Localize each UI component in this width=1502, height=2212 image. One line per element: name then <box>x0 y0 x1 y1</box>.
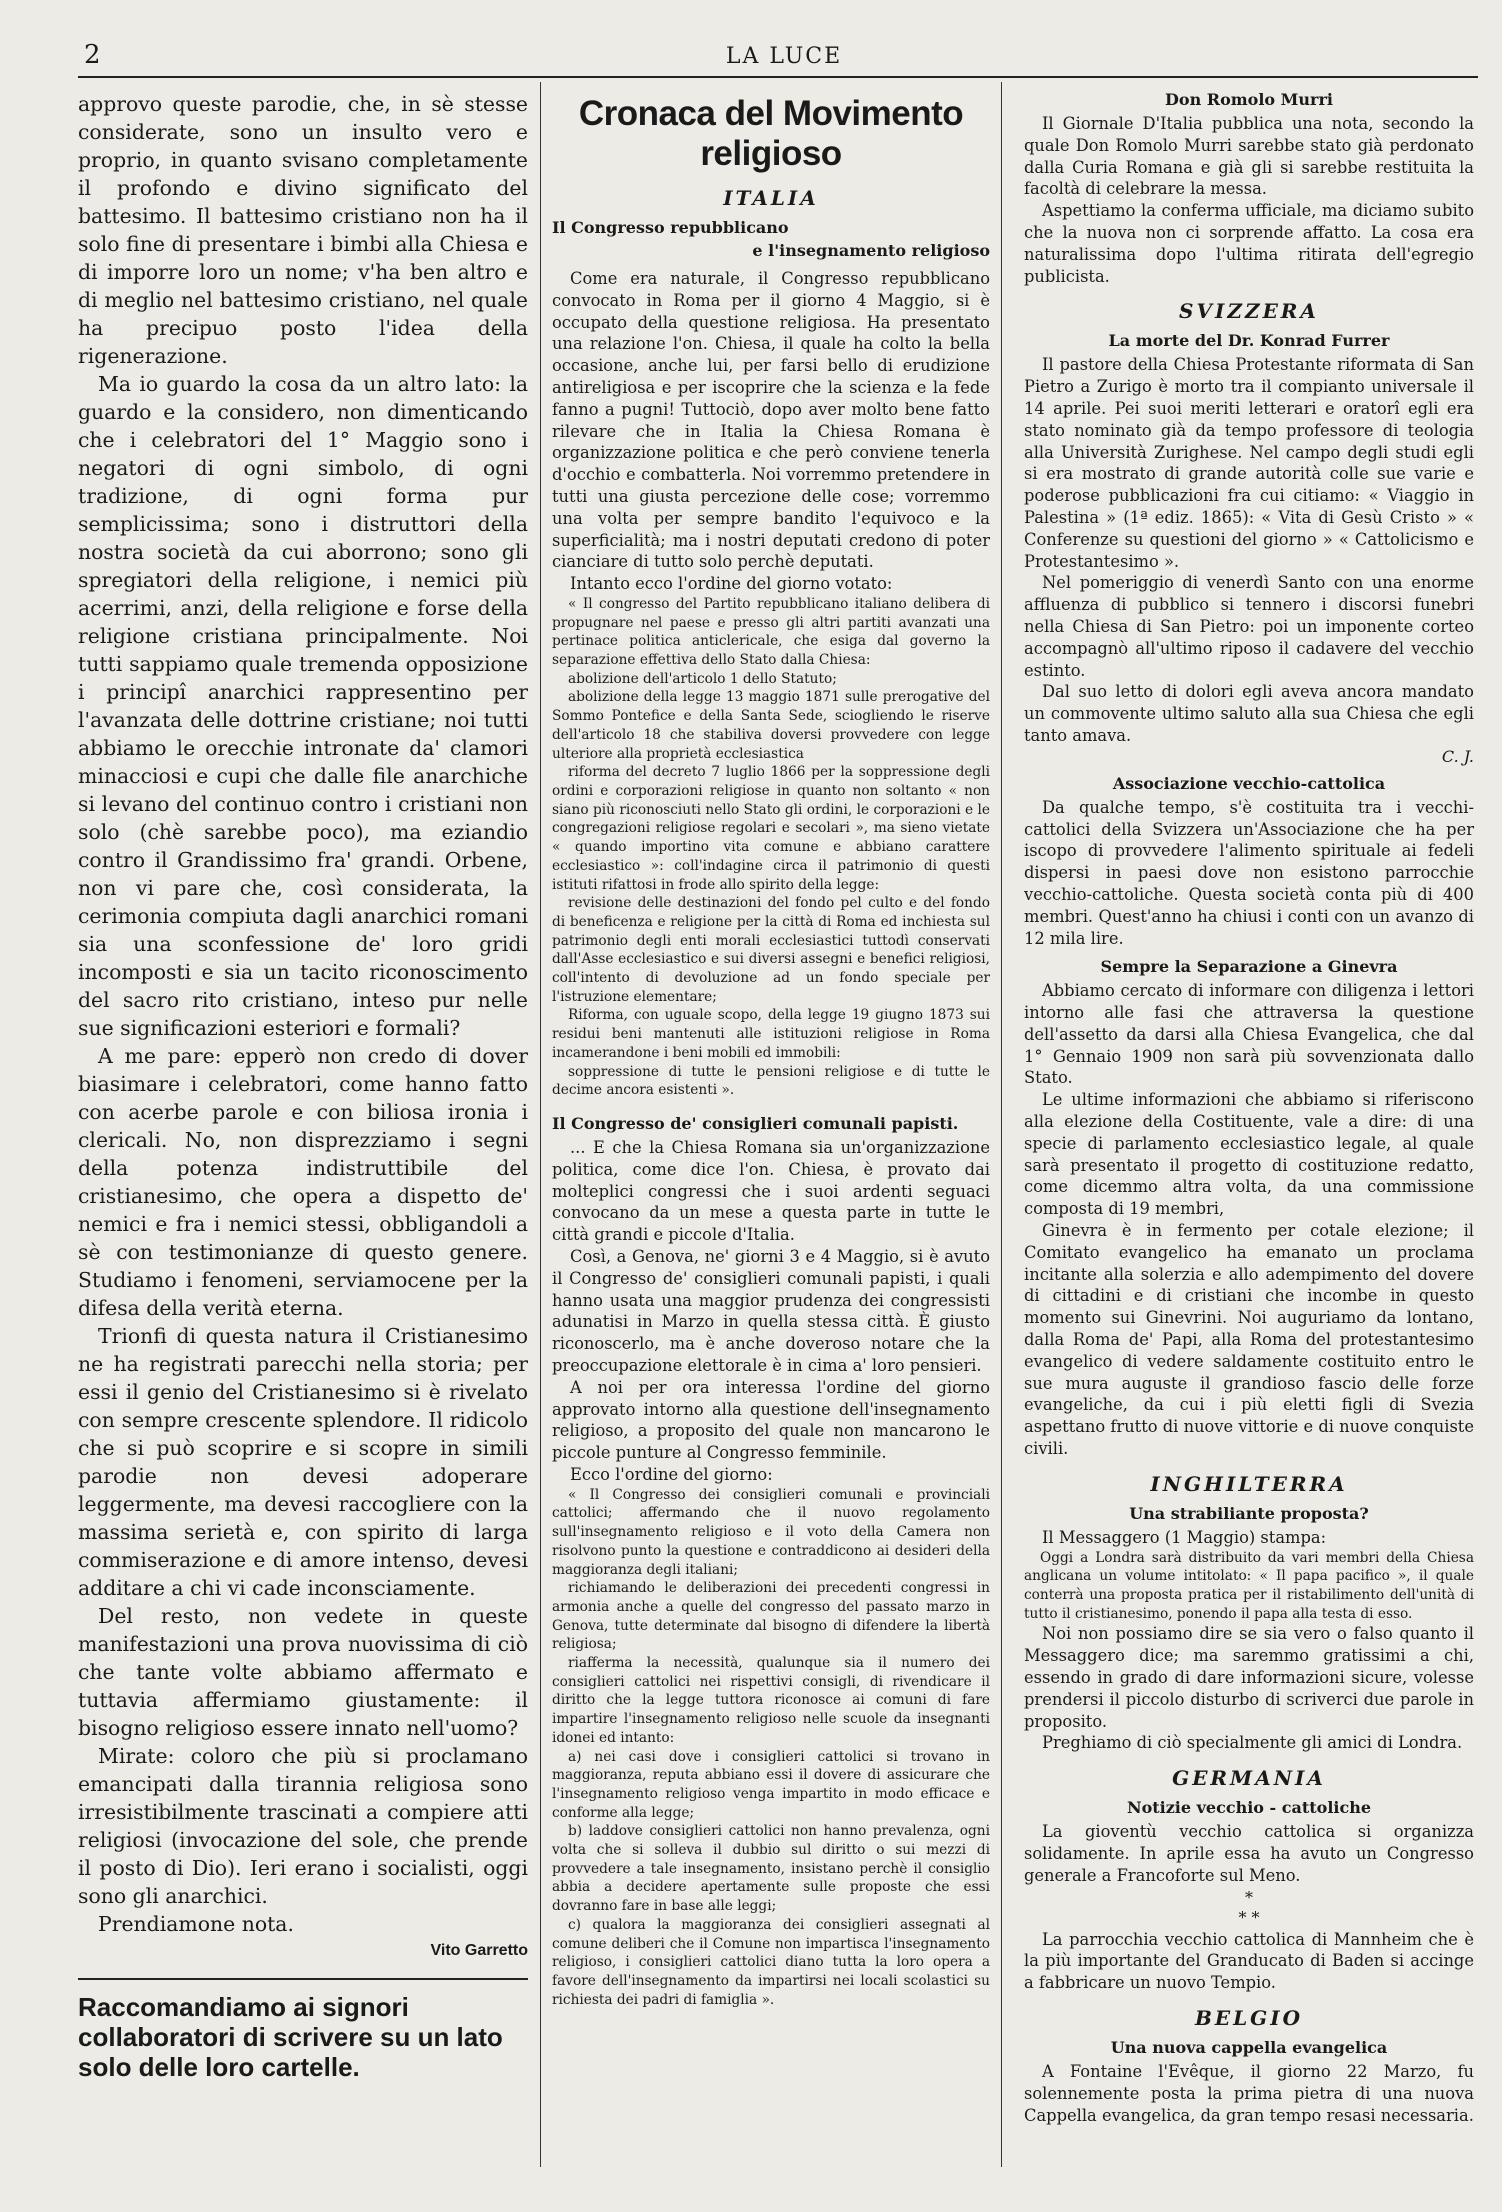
article-paragraph: A noi per ora interessa l'ordine del giorno approvato intorno alla questione dell'insegnamento religioso, a proposito del quale non mancarono le piccole punture al Congresso femminile. <box>552 1377 990 1463</box>
resolution-text: c) qualora la maggioranza dei consiglieri assegnati al comune deliberi che il Comune non impartisca l'insegnamento religioso, i consiglieri cattolici diano tutta la loro opera a favore dell'insegnamento da impartirsi nei locali scolastici su richiesta dei padri di famiglia ». <box>552 1916 990 2008</box>
article-paragraph: Del resto, non vedete in queste manifestazioni una prova nuovissima di ciò che tante volte abbiamo affermato e tuttavia affermiamo giustamente: il bisogno religioso essere innato nell'uomo? <box>78 1604 528 1740</box>
article-paragraph: Preghiamo di ciò specialmente gli amici di Londra. <box>1042 1733 1463 1753</box>
article-paragraph: Il Giornale D'Italia pubblica una nota, secondo la quale Don Romolo Murri sarebbe stato già perdonato dalla Curia Romana e già gli si sarebbe restituita la facoltà di celebrare la messa. <box>1024 114 1474 199</box>
article-paragraph: La parrocchia vecchio cattolica di Mannheim che è la più importante del Granducato di Baden si accinge a fabbricare un nuovo Tempio. <box>1024 1929 1474 1993</box>
article-paragraph: Le ultime informazioni che abbiamo si riferiscono alla elezione della Costituente, vale a dire: di una specie di parlamento ecclesiastico legale, al quale sarà presentato il progetto di costituzione redatto, come dicemmo altra volta, da una commissione composta di 19 membri, <box>1024 1090 1474 1219</box>
resolution-text: riforma del decreto 7 luglio 1866 per la soppressione degli ordini e corporazioni religiose in quanto non soltanto « non siano più riconosciuti nello Stato gli ordini, le corporazioni e le congregazioni religiose regolari e secolari », ma sieno vietate « quando importino vita comune e abbiano carattere ecclesiastico »: coll'indagine circa il patrimonio di questi istituti rifattosi in frode allo spirito della legge: <box>552 764 990 893</box>
resolution-text: Riforma, con uguale scopo, della legge 19 giugno 1873 sui residui beni mantenuti alle istituzioni religiose in Roma incamerandone i beni mobili ed immobili: <box>552 1007 990 1061</box>
resolution-text: a) nei casi dove i consiglieri cattolici si trovano in maggioranza, reputa abbiano essi il dovere di assicurare che l'insegnamento religioso venga impartito in modo efficace e conforme alla legge; <box>552 1748 990 1821</box>
article-paragraph: Aspettiamo la conferma ufficiale, ma diciamo subito che la nuova non ci sorprende affatto. La cosa era naturalissima dopo l'ultima ritirata dell'egregio publicista. <box>1024 201 1474 286</box>
article-paragraph: Mirate: coloro che più si proclamano emancipati dalla tirannia religiosa sono irresistibilmente trascinati a compiere atti religiosi (invocazione del sole, che prende il posto di Dio). Ieri erano i socialisti, oggi sono gli anarchici. <box>78 1744 528 1908</box>
resolution-text: « Il Congresso dei consiglieri comunali e provinciali cattolici; affermando che il nuovo regolamento sull'insegnamento religioso e il voto della Camera non risolvono punto la questione e contraddicono ai desideri della maggioranza degli italiani; <box>552 1486 990 1578</box>
article-title: La morte del Dr. Konrad Furrer <box>1108 331 1390 351</box>
article-paragraph: Da qualche tempo, s'è costituita tra i vecchi-cattolici della Svizzera un'Associazione che ha per iscopo di provvedere l'alimento spirituale ai fedeli dispersi in paesi dove non esistono parrocchie vecchio-cattoliche. Questa società conta più di 400 membri. Quest'anno ha chiusi i conti con un avanzo di 12 mila lire. <box>1024 797 1474 948</box>
article-paragraph: Come era naturale, il Congresso repubblicano convocato in Roma per il giorno 4 Maggio, si è occupato della questione religiosa. Ha presentato una relazione l'on. Chiesa, il quale ha colto la bella occasione, anche lui, per farsi bello di erudizione antireligiosa e per iscoprire che la scienza e la fede fanno a pugni! Tuttociò, dopo aver molto bene fatto rilevare che in Italia la Chiesa Romana è organizzazione politica e che però conviene tenerla d'occhio e combatterla. Noi vorremmo pretendere in tutti una giusta percezione delle cose; vorremmo una volta per sempre bandito l'equivoco e la superficialità; ma i nostri deputati credono di poter cianciare di tutto solo perchè deputati. <box>552 269 990 572</box>
resolution-text: soppressione di tutte le pensioni religiose e di tutte le decime ancora esistenti ». <box>552 1063 990 1099</box>
article-paragraph: ... E che la Chiesa Romana sia un'organizzazione politica, come dice l'on. Chiesa, è provato dai molteplici congressi che i suoi ardenti seguaci convocano da un mese a questa parte in tutte le città grandi e piccole d'Italia. <box>552 1137 990 1245</box>
right-column <box>1024 90 1474 2150</box>
separator-stars: * * <box>1238 1907 1260 1927</box>
country-heading: SVIZZERA <box>1179 299 1319 324</box>
article-title: Don Romolo Murri <box>1165 90 1333 109</box>
article-paragraph: Nel pomeriggio di venerdì Santo con una enorme affluenza di pubblico si tennero i discorsi funebri nella Chiesa di San Pietro: poi un imponente corteo accompagnò all'ultimo riposo il cadavere del vecchio estinto. <box>1024 573 1474 680</box>
left-column <box>78 90 528 2140</box>
country-heading: INGHILTERRA <box>1150 1471 1348 1496</box>
article-paragraph: Il Messaggero (1 Maggio) stampa: <box>1042 1527 1327 1547</box>
article-paragraph: A me pare: epperò non credo di dover biasimare i celebratori, come hanno fatto con acerbe parole e con biliosa ironia i clericali. No, non disprezziamo i segni della potenza indistruttibile del cristianesimo, che opera a dispetto de' nemici e fra i nemici stessi, obbligandoli a sè con testimonianze di questo genere. Studiamo i fenomeni, serviamocene per la difesa della verità eterna. <box>78 1044 528 1320</box>
resolution-text: « Il congresso del Partito repubblicano italiano delibera di propugnare nel paese e presso gli altri partiti avanzati una pertinace politica anticlericale, che esiga dal governo la separazione effettiva dello Stato dalla Chiesa: <box>552 595 990 669</box>
article-title: Sempre la Separazione a Ginevra <box>1100 957 1398 977</box>
resolution-text: riafferma la necessità, qualunque sia il numero dei consiglieri cattolici nei rispettivi consigli, di rivendicare il diritto che la legge tuttora riconosce ai comuni di fare impartire l'insegnamento religioso nelle scuole da insegnanti idonei ed intanto: <box>552 1655 990 1746</box>
column-divider-left <box>540 82 541 2167</box>
article-paragraph: Il pastore della Chiesa Protestante riformata di San Pietro a Zurigo è morto tra il compianto universale il 14 aprile. Pei suoi meriti letterari e oratorî egli era stato nominato già da tempo professore di teologia alla Università Zurighese. Nel campo degli studi egli si era mostrato di grande autorità colle sue varie e poderose pubblicazioni fra cui citiamo: « Viaggio in Palestina » (1ª ediz. 1865): « Vita di Gesù Cristo » « Conferenze su questioni del giorno » « Cattolicismo e Protestantesimo ». <box>1024 355 1474 571</box>
country-heading: ITALIA <box>723 186 819 210</box>
page-number: 2 <box>84 40 101 70</box>
page-header <box>84 40 1484 74</box>
article-title: Associazione vecchio-cattolica <box>1112 773 1386 793</box>
country-heading: GERMANIA <box>1172 1766 1326 1791</box>
article-paragraph: La gioventù vecchio cattolica si organizza solidamente. In aprile essa ha avuto un Congresso generale a Francoforte sul Meno. <box>1024 1822 1474 1885</box>
article-title: Una strabiliante proposta? <box>1129 1503 1369 1523</box>
resolution-text: richiamando le deliberazioni dei precedenti congressi in armonia anche a quelle del congresso del passato marzo in Genova, tutte determinate dal bisogno di difendere la libertà religiosa; <box>552 1580 990 1653</box>
middle-column <box>552 90 990 2150</box>
article-paragraph: Trionfi di questa natura il Cristianesimo ne ha registrati parecchi nella storia; per essi il genio del Cristianesimo si è rivelato con sempre crescente splendore. Il ridicolo che si può scoprire e si scopre in simili parodie non devesi adoperare leggermente, ma devesi raccogliere con la massima serietà e, con spirito di larga commiserazione e di amore intenso, devesi additare a chi vi cade inconsciamente. <box>78 1324 528 1600</box>
section-title: Cronaca del Movimento religioso <box>578 94 964 173</box>
resolution-text: abolizione della legge 13 maggio 1871 sulle prerogative del Sommo Pontefice e della Santa Sede, sciogliendo le riserve dell'articolo 18 che stabiliva doversi provvedere con legge ulteriore alla proprietà ecclesiastica <box>552 689 990 762</box>
article-title: Notizie vecchio - cattoliche <box>1126 1798 1372 1818</box>
article-paragraph: Ma io guardo la cosa da un altro lato: la guardo e la considero, non dimenticando che i celebratori del 1° Maggio sono i negatori di ogni simbolo, di ogni tradizione, di ogni forma pur semplicissima; sono i distruttori della nostra società da cui aborrono; sono gli spregiatori della religione, i nemici più acerrimi, anzi, della religione e forse della religione cristiana principalmente. Noi tutti sappiamo quale tremenda opposizione i principî anarchici rappresentino per l'avanzata delle dottrine cristiane; noi tutti abbiamo le orecchie intronate da' clamori minacciosi e cupi che dalle file anarchiche si levano del continuo contro i cristiani non solo (chè sarebbe poco), ma eziandio contro il Grandissimo fra' grandi. Orbene, non vi pare che, così considerata, la cerimonia compiuta dagli anarchici romani sia una sconfessione de' loro gridi incomposti e sia un tacito riconoscimento del sacro rito cristiano, inteso pur nelle sue significazioni esteriori e formali? <box>78 372 528 1040</box>
separator-stars: * <box>1245 1887 1253 1907</box>
article-paragraph: Intanto ecco l'ordine del giorno votato: <box>570 574 893 594</box>
country-heading: BELGIO <box>1194 2006 1304 2030</box>
article-paragraph: Abbiamo cercato di informare con diligenza i lettori intorno alle fasi che attraversa la questione dell'assetto da darsi alla Chiesa Evangelica, che dal 1° Gennaio 1909 non sarà più sovvenzionata dallo Stato. <box>1024 981 1474 1088</box>
masthead: LA LUCE <box>725 44 843 69</box>
article-title: Il Congresso repubblicano <box>552 218 789 237</box>
article-title: Il Congresso de' consiglieri comunali papisti. <box>552 1113 959 1133</box>
article-paragraph: Così, a Genova, ne' giorni 3 e 4 Maggio, si è avuto il Congresso de' consiglieri comunali papisti, i quali hanno usata una maggior prudenza dei congressisti adunatisi in Marzo in quella stessa città. È giusto riconoscerlo, ma è anche doveroso notare che la preoccupazione elettorale è in cima a' loro pensieri. <box>552 1246 990 1375</box>
article-paragraph: approvo queste parodie, che, in sè stesse considerate, sono un insulto vero e proprio, in quanto svisano completamente il profondo e divino significato del battesimo. Il battesimo cristiano non ha il solo fine di presentare i bimbi alla Chiesa e di imporre loro un nome; v'ha ben altro e di meglio nel battesimo cristiano, nel quale ha precipuo posto l'idea della rigenerazione. <box>78 92 528 368</box>
article-paragraph: Prendiamone nota. <box>98 1912 294 1936</box>
article-paragraph: Dal suo letto di dolori egli aveva ancora mandato un commovente ultimo saluto alla sua Chiesa che egli tanto amava. <box>1024 682 1474 745</box>
article-title: Una nuova cappella evangelica <box>1110 2038 1388 2057</box>
resolution-text: abolizione dell'articolo 1 dello Statuto; <box>568 670 837 687</box>
article-paragraph: A Fontaine l'Evêque, il giorno 22 Marzo, fu solennemente posta la prima pietra di una nuova Cappella evangelica, da gran tempo resasi necessaria. <box>1024 2062 1474 2125</box>
column-divider-right <box>1001 82 1002 2167</box>
article-paragraph: Ginevra è in fermento per cotale elezione; il Comitato evangelico ha emanato un proclama incitante alla solerzia e allo adempimento del dovere di cittadini e di cristiani che incombe in questo momento sui Ginevrini. Noi auguriamo da lontano, dalla Roma de' Papi, alla Roma del protestantesimo evangelico di vedere saldamente costituito entro le sue mura auguste il grandioso fascio delle forze evangeliche, da cui i più eletti figli di Svezia aspettano frutto di nuove vittorie e di nuove conquiste civili. <box>1024 1221 1474 1459</box>
resolution-text: b) laddove consiglieri cattolici non hanno prevalenza, ogni volta che si solleva il dubbio sul diritto o sui mezzi di provvedere a tale insegnamento, insistano perchè il consiglio abbia a decidere apertamente sulle proposte che essi dovranno fare in base alle leggi; <box>552 1823 990 1915</box>
quoted-text: Oggi a Londra sarà distribuito da vari membri della Chiesa anglicana un volume intitolato: « Il papa pacifico », il quale conterrà una proposta pratica per il ristabilimento dell'unità di tutto il cristianesimo, ponendo il papa alla testa di esso. <box>1024 1549 1474 1622</box>
editorial-notice: Raccomandiamo ai signori collaboratori di scrivere su un lato solo delle loro cartelle. <box>78 1978 528 2082</box>
author-signature: Vito Garretto <box>430 1942 528 1959</box>
header-rule <box>78 76 1478 78</box>
article-paragraph: Noi non possiamo dire se sia vero o falso quanto il Messaggero dice; ma saremmo gratissimi a chi, essendo in grado di dare informazioni sicure, volesse prendersi il piccolo disturbo di scriverci due parole in proposito. <box>1024 1624 1474 1731</box>
article-paragraph: Ecco l'ordine del giorno: <box>570 1464 773 1484</box>
author-signature: C. J. <box>1441 746 1474 766</box>
resolution-text: revisione delle destinazioni del fondo pel culto e del fondo di beneficenza e religione per la città di Roma ed inchiesta sul patrimonio degli enti morali ecclesiastici tuttodì conservati dall'Asse ecclesiastico e sui diversi assegni e benefici religiosi, coll'intento di devoluzione ad un fondo speciale per l'istruzione elementare; <box>552 895 990 1005</box>
article-subtitle: e l'insegnamento religioso <box>752 241 990 260</box>
